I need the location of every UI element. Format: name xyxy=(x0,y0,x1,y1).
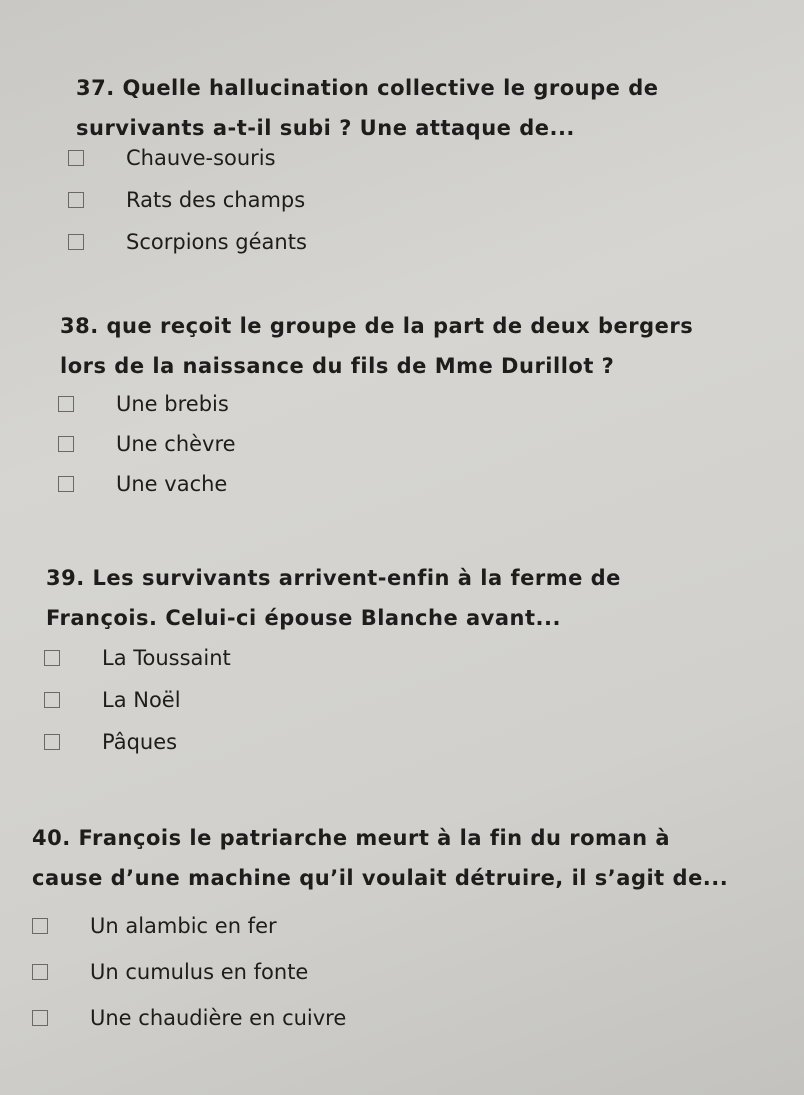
answer-label: Une brebis xyxy=(116,392,229,416)
answer-option[interactable] xyxy=(44,684,181,716)
answer-option[interactable] xyxy=(58,388,229,420)
question-text-line: cause d’une machine qu’il voulait détruire, il s’agit de... xyxy=(32,866,729,890)
answer-label: Rats des champs xyxy=(126,188,306,212)
answer-option[interactable] xyxy=(68,142,276,174)
question-text-line: survivants a-t-il subi ? Une attaque de... xyxy=(76,116,575,140)
answer-label: Un alambic en fer xyxy=(90,914,277,938)
question-text-line: 37. Quelle hallucination collective le groupe de xyxy=(76,76,659,100)
answer-label: Scorpions géants xyxy=(126,230,307,254)
answer-checkbox[interactable] xyxy=(58,396,74,412)
answer-checkbox[interactable] xyxy=(32,918,48,934)
answer-option[interactable] xyxy=(32,956,308,988)
answer-checkbox[interactable] xyxy=(58,436,74,452)
answer-label: Une vache xyxy=(116,472,228,496)
question-text-line: 39. Les survivants arrivent-enfin à la ferme de xyxy=(46,566,621,590)
question-text-line: 40. François le patriarche meurt à la fin du roman à xyxy=(32,826,671,850)
question-text-line: lors de la naissance du fils de Mme Durillot ? xyxy=(60,354,615,378)
answer-checkbox[interactable] xyxy=(68,192,84,208)
answer-checkbox[interactable] xyxy=(68,150,84,166)
question-text-line: François. Celui-ci épouse Blanche avant... xyxy=(46,606,561,630)
answer-label: Pâques xyxy=(102,730,178,754)
answer-label: La Noël xyxy=(102,688,181,712)
answer-option[interactable] xyxy=(58,468,227,500)
question-37 xyxy=(76,68,659,148)
answer-option[interactable] xyxy=(68,226,307,258)
answer-label: La Toussaint xyxy=(102,646,231,670)
answer-checkbox[interactable] xyxy=(32,964,48,980)
question-39 xyxy=(46,558,621,638)
answer-label: Une chaudière en cuivre xyxy=(90,1006,347,1030)
answer-label: Chauve-souris xyxy=(126,146,276,170)
answer-checkbox[interactable] xyxy=(68,234,84,250)
answer-option[interactable] xyxy=(32,1002,346,1034)
answer-label: Un cumulus en fonte xyxy=(90,960,309,984)
answer-checkbox[interactable] xyxy=(58,476,74,492)
answer-option[interactable] xyxy=(68,184,305,216)
answer-checkbox[interactable] xyxy=(44,692,60,708)
answer-checkbox[interactable] xyxy=(32,1010,48,1026)
answer-option[interactable] xyxy=(44,642,231,674)
answer-option[interactable] xyxy=(44,726,177,758)
answer-option[interactable] xyxy=(32,910,277,942)
question-38 xyxy=(60,306,693,386)
answer-option[interactable] xyxy=(58,428,236,460)
answer-checkbox[interactable] xyxy=(44,734,60,750)
question-40 xyxy=(32,818,728,898)
answer-checkbox[interactable] xyxy=(44,650,60,666)
question-text-line: 38. que reçoit le groupe de la part de deux bergers xyxy=(60,314,694,338)
answer-label: Une chèvre xyxy=(116,432,236,456)
